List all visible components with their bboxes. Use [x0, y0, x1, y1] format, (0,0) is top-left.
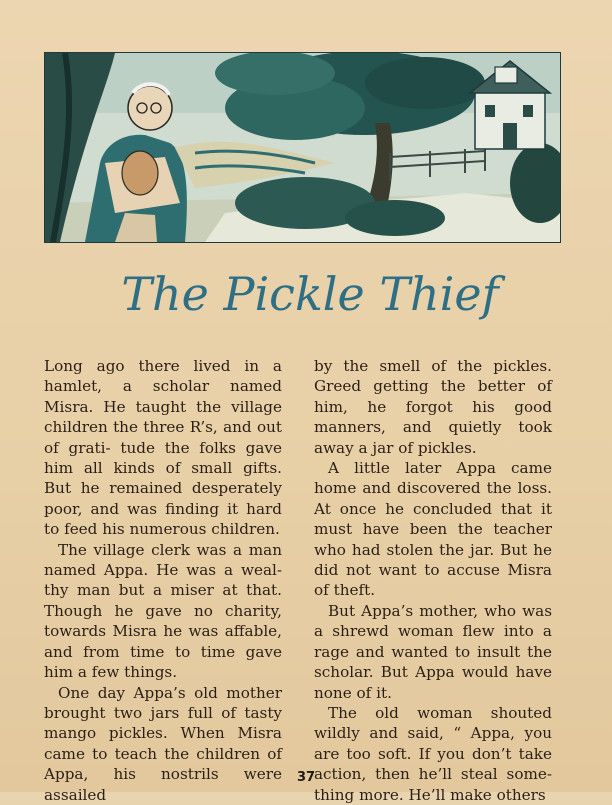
left-column [44, 356, 282, 805]
paragraph: But Appa’s mother, who was a shrewd woman flew into a rage and wanted to insult the scholar. But Appa would have none of it. [314, 601, 552, 702]
paragraph: A little later Appa came home and discovered the loss. At once he concluded that it must have been the teacher who had stolen the jar. But he did not want to accuse Misra of theft. [314, 459, 552, 600]
story-title [110, 262, 510, 326]
paragraph: by the smell of the pickles. Greed getting the better of him, he forgot his good manners, and quietly took away a jar of pickles. [314, 357, 552, 457]
page-number: 37 [296, 770, 316, 785]
illustration-scene [45, 53, 560, 242]
paragraph: One day Appa’s old mother brought two jars full of tasty mango pickles. When Misra came to teach the children of Appa, his nostrils were assailed [44, 683, 282, 804]
paragraph: Long ago there lived in a hamlet, a scholar named Misra. He taught the village children the three R’s, and out of grati- tude the folks gave him all kinds of small gifts. But he remained desperately poor, and was finding it hard to feed his numerous children. [44, 357, 282, 539]
right-column [314, 356, 552, 805]
title-text: The Pickle Thief [121, 267, 499, 321]
paragraph: The village clerk was a man named Appa. He was a weal- thy man but a miser at that. Though he gave no charity, towards Misra he was affable, and from time to time gave him a few things. [44, 540, 282, 682]
story-illustration [44, 52, 561, 243]
paragraph: The old woman shouted wildly and said, “ Appa, you are too soft. If you don’t take action, then he’ll steal some- thing more. He’ll make others [314, 703, 552, 804]
